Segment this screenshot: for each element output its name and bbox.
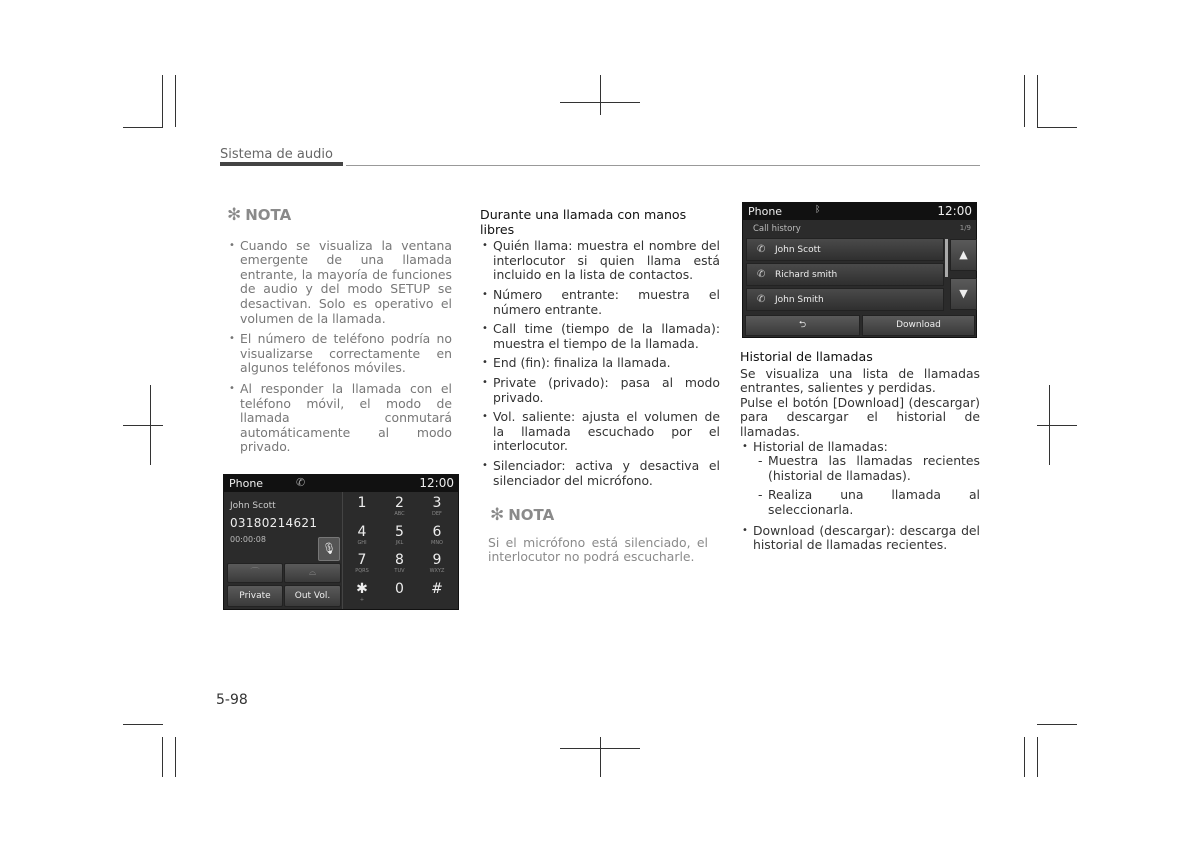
mic-mute-icon[interactable]: 🎙 <box>318 537 340 561</box>
keypad-key[interactable] <box>382 581 418 608</box>
asterisk-icon: ✻ <box>227 205 242 225</box>
note-heading: ✻ NOTA <box>490 505 555 526</box>
crop-mark <box>123 425 163 426</box>
key-digit: # <box>431 580 443 597</box>
scrollbar[interactable] <box>945 239 948 277</box>
crop-mark <box>175 737 176 777</box>
end-call-button[interactable]: ⌓ <box>284 563 341 583</box>
phone-call-screen <box>223 474 459 610</box>
crop-mark <box>175 75 176 127</box>
header-bar <box>220 162 343 166</box>
list-item: • El número de teléfono podría no visualizarse correctamente en algunos teléfonos móviles. <box>227 332 452 376</box>
crop-mark <box>1037 75 1038 127</box>
list-item: • Download (descargar): descarga del historial de llamadas recientes. <box>740 524 980 553</box>
keypad-key[interactable] <box>344 552 380 579</box>
keypad-key[interactable] <box>344 581 380 608</box>
list-item: • Vol. saliente: ajusta el volumen de la llamada escuchado por el interlocutor. <box>480 410 720 454</box>
phone-icon: ✆ <box>757 294 766 305</box>
phone-icon: ✆ <box>757 244 766 255</box>
section-title: Sistema de audio <box>220 147 333 162</box>
answer-button[interactable]: ⌒ <box>227 563 283 583</box>
list-item: • Call time (tiempo de la llamada): muestra el tiempo de la llamada. <box>480 322 720 351</box>
call-time: 00:00:08 <box>230 535 266 544</box>
note-column <box>227 205 452 461</box>
key-digit: 9 <box>432 552 442 568</box>
list-item: • End (fin): finaliza la llamada. <box>480 356 720 371</box>
key-letters: MNO <box>431 539 443 546</box>
keypad-key[interactable] <box>419 581 455 608</box>
note-text: Si el micrófono está silenciado, el interlocutor no podrá escucharle. <box>488 534 708 565</box>
scroll-down-button[interactable]: ▼ <box>950 278 977 310</box>
note-heading: ✻ NOTA <box>227 205 292 225</box>
paragraph: Pulse el botón [Download] (descargar) para descargar el historial de llamadas. <box>740 394 980 439</box>
keypad-key[interactable] <box>382 524 418 551</box>
header-rule <box>346 165 980 166</box>
key-digit: 4 <box>357 523 367 540</box>
private-button[interactable]: Private <box>227 585 283 607</box>
download-list <box>740 524 980 553</box>
crop-mark <box>1037 127 1077 128</box>
keypad-key[interactable] <box>419 495 455 522</box>
key-digit: 0 <box>395 580 404 597</box>
history-list <box>740 440 980 455</box>
scroll-up-button[interactable]: ▲ <box>950 239 977 271</box>
list-item: • Número entrante: muestra el número entrante. <box>480 288 720 317</box>
key-digit: 1 <box>357 495 367 511</box>
keypad-key[interactable] <box>382 552 418 579</box>
key-letters: GHI <box>357 539 367 546</box>
crop-mark <box>560 748 640 749</box>
crop-mark <box>600 75 601 115</box>
crop-mark <box>123 127 163 128</box>
list-item: - Realiza una llamada al seleccionarla. <box>758 488 980 517</box>
section-heading: Historial de llamadas <box>740 349 873 364</box>
keypad-key[interactable] <box>419 524 455 551</box>
history-entry[interactable]: ✆ John Smith <box>746 288 944 311</box>
history-entry[interactable]: ✆ John Scott <box>746 238 944 261</box>
list-item: • Cuando se visualiza la ventana emergente de una llamada entrante, la mayoría de funciones de audio y del modo SETUP se desactivan. Solo es operativo el volumen de la llamada. <box>227 239 452 327</box>
clock: 12:00 <box>419 476 454 490</box>
handset-icon: ✆ <box>296 476 306 489</box>
crop-mark <box>1024 737 1025 777</box>
key-digit: 8 <box>395 552 404 568</box>
crop-mark <box>560 102 640 103</box>
list-item: • Silenciador: activa y desactiva el silenciador del micrófono. <box>480 459 720 488</box>
caller-number: 03180214621 <box>230 516 318 530</box>
list-item: - Muestra las llamadas recientes (historial de llamadas). <box>758 454 980 483</box>
crop-mark <box>1024 75 1025 127</box>
key-digit: ✱ <box>356 580 368 597</box>
key-digit: 7 <box>357 552 367 568</box>
download-button[interactable]: Download <box>862 315 975 336</box>
screen-title: Phone <box>229 477 264 490</box>
divider <box>342 492 343 609</box>
list-item: • Quién llama: muestra el nombre del interlocutor si quien llama está incluido en la lista de contactos. <box>480 239 720 283</box>
screen-title: Phone <box>748 205 783 218</box>
sub-list <box>740 454 980 517</box>
page-number: 5-98 <box>216 692 248 708</box>
note-list <box>227 239 452 455</box>
history-entry[interactable]: ✆ Richard smith <box>746 263 944 286</box>
crop-mark <box>123 724 163 725</box>
bluetooth-icon: ᛒ <box>815 205 821 215</box>
page-indicator: 1/9 <box>959 224 971 232</box>
call-history-column <box>740 350 980 558</box>
asterisk-icon: ✻ <box>490 505 505 526</box>
key-letters: ABC <box>394 511 405 517</box>
back-button[interactable]: ⮌ <box>745 315 860 336</box>
crop-mark <box>162 737 163 777</box>
crop-mark <box>162 75 163 127</box>
list-item: • Private (privado): pasa al modo privado. <box>480 376 720 405</box>
key-letters: PQRS <box>355 568 369 574</box>
call-history-screen <box>742 202 977 338</box>
hands-free-list <box>480 239 720 488</box>
key-letters: WXYZ <box>429 568 445 574</box>
key-digit: 3 <box>432 495 442 511</box>
clock: 12:00 <box>937 204 972 218</box>
out-vol-button[interactable]: Out Vol. <box>284 585 341 607</box>
section-heading: Durante una llamada con manos libres <box>480 207 687 237</box>
keypad-key[interactable] <box>382 495 418 522</box>
list-title: Call history <box>753 224 801 234</box>
key-letters: TUV <box>394 568 405 574</box>
key-letters: DEF <box>432 511 442 517</box>
key-digit: 2 <box>395 495 404 511</box>
list-item: • Historial de llamadas: <box>740 440 980 455</box>
caller-name: John Scott <box>230 501 276 511</box>
list-item: • Al responder la llamada con el teléfono móvil, el modo de llamada conmutará automáticamente al modo privado. <box>227 382 452 455</box>
keypad-key[interactable] <box>344 524 380 551</box>
key-digit: 6 <box>432 523 442 540</box>
keypad-key[interactable] <box>419 552 455 579</box>
crop-mark <box>1037 724 1077 725</box>
crop-mark <box>1037 425 1077 426</box>
crop-mark <box>600 737 601 777</box>
paragraph: Se visualiza una lista de llamadas entrantes, salientes y perdidas. <box>740 365 980 396</box>
keypad-key[interactable] <box>344 495 380 522</box>
crop-mark <box>1037 737 1038 777</box>
key-letters: + <box>359 596 365 603</box>
hands-free-column <box>480 208 720 565</box>
key-letters: JKL <box>395 539 404 546</box>
phone-icon: ✆ <box>757 269 766 280</box>
key-digit: 5 <box>395 523 404 540</box>
